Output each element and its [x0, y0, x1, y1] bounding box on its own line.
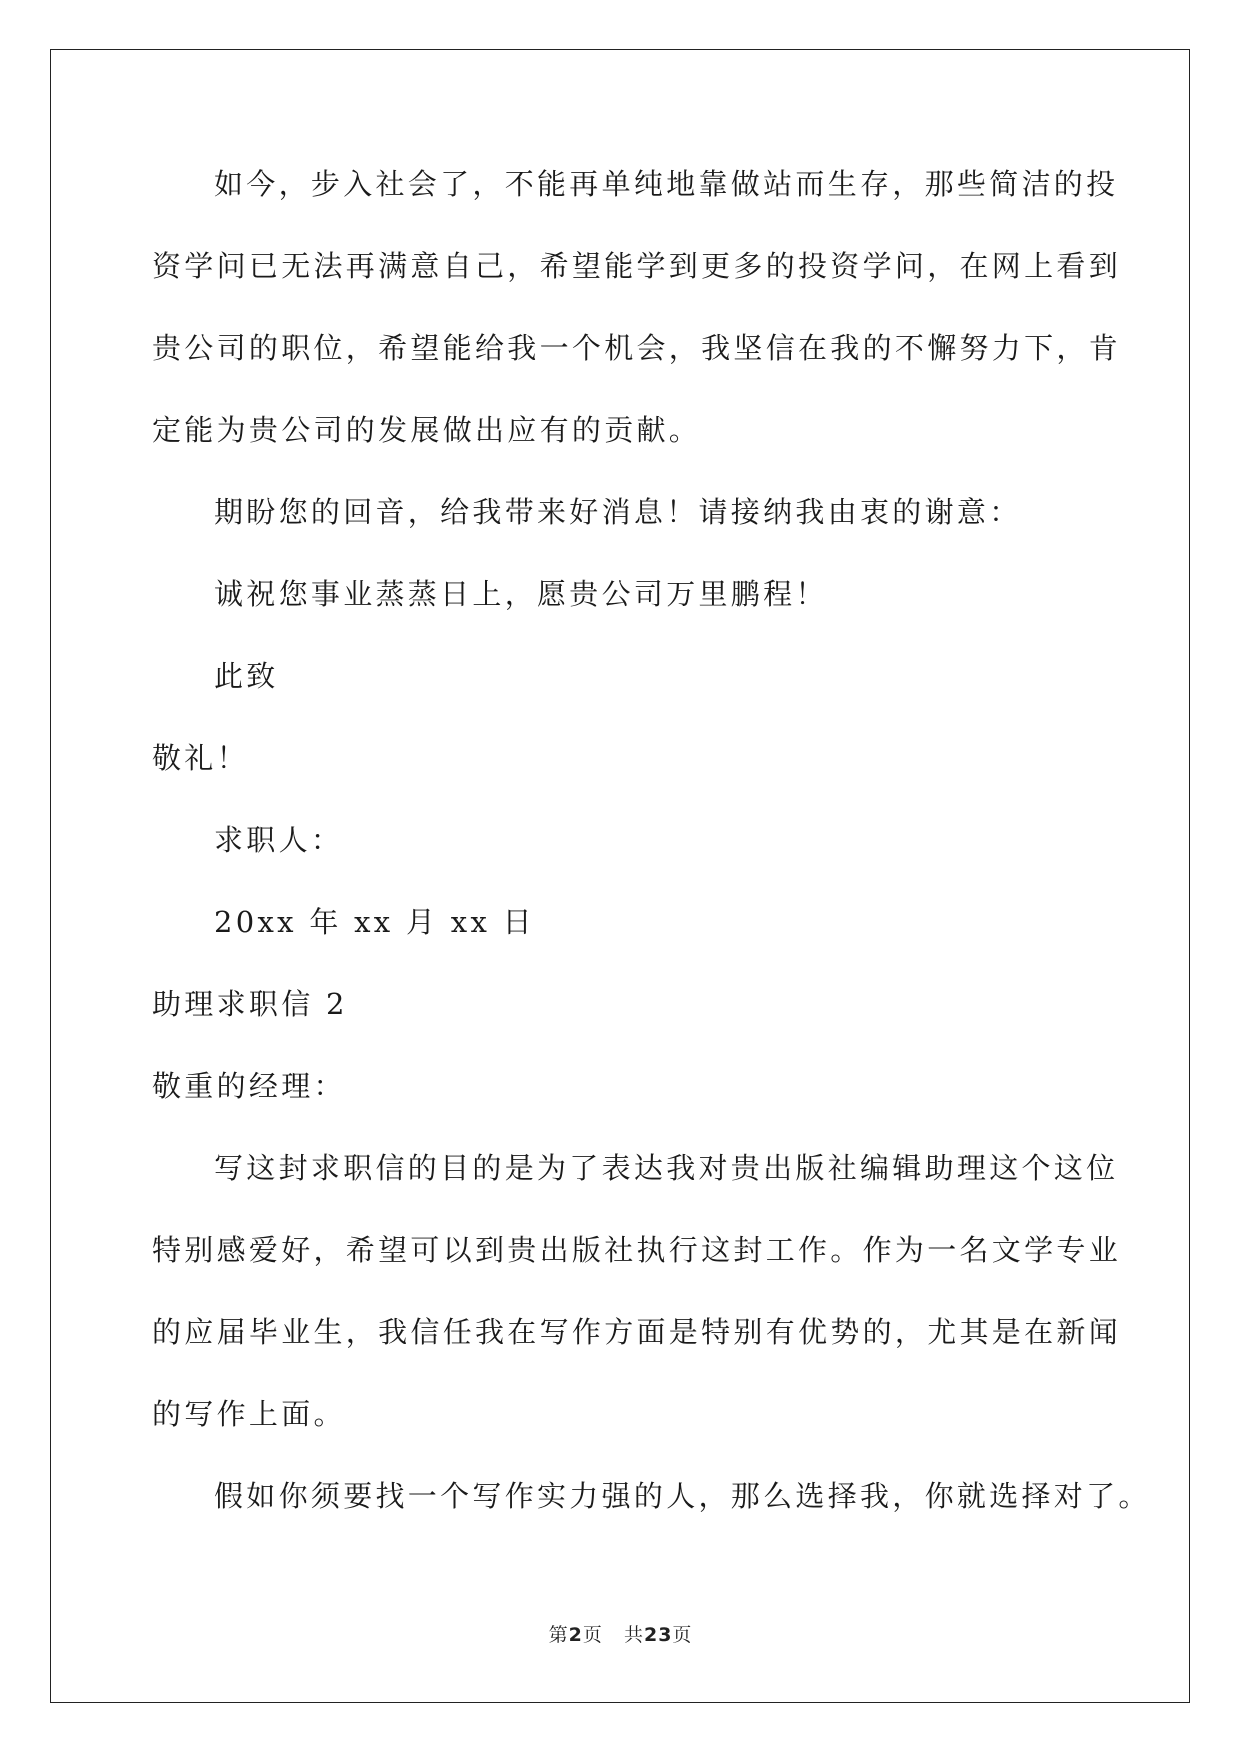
document-body	[152, 159, 1151, 1553]
paragraph-line: 如今，步入社会了，不能再单纯地靠做站而生存，那些简洁的投	[214, 167, 1119, 201]
greeting-line: 敬重的经理：	[152, 1069, 346, 1103]
paragraph-line: 特别感爱好，希望可以到贵出版社执行这封工作。作为一名文学专业	[152, 1233, 1122, 1267]
page-number: 2	[568, 1624, 583, 1646]
salutation-line: 敬礼！	[152, 741, 249, 775]
section-heading: 助理求职信 2	[152, 987, 348, 1021]
signature-line: 求职人：	[214, 823, 344, 857]
total-pages: 23	[643, 1624, 673, 1646]
paragraph-line: 的应届毕业生，我信任我在写作方面是特别有优势的，尤其是在新闻	[152, 1315, 1122, 1349]
date-line: 20xx 年 xx 月 xx 日	[214, 905, 535, 939]
total-suffix: 页	[672, 1624, 693, 1646]
page-suffix: 页	[582, 1624, 603, 1646]
paragraph-line: 定能为贵公司的发展做出应有的贡献。	[152, 413, 702, 447]
closing-line: 此致	[214, 659, 279, 693]
total-prefix: 共	[623, 1624, 644, 1646]
paragraph-line: 写这封求职信的目的是为了表达我对贵出版社编辑助理这个这位	[214, 1151, 1119, 1185]
page-prefix: 第	[548, 1624, 569, 1646]
page-footer	[0, 1620, 1241, 1647]
paragraph-line: 期盼您的回音，给我带来好消息！请接纳我由衷的谢意：	[214, 495, 1022, 529]
paragraph-line: 诚祝您事业蒸蒸日上，愿贵公司万里鹏程！	[214, 577, 828, 611]
paragraph-line: 的写作上面。	[152, 1397, 346, 1431]
paragraph-line: 假如你须要找一个写作实力强的人，那么选择我，你就选择对了。	[214, 1479, 1151, 1513]
paragraph-line: 资学问已无法再满意自己，希望能学到更多的投资学问，在网上看到	[152, 249, 1122, 283]
paragraph-line: 贵公司的职位，希望能给我一个机会，我坚信在我的不懈努力下，肯	[152, 331, 1122, 365]
